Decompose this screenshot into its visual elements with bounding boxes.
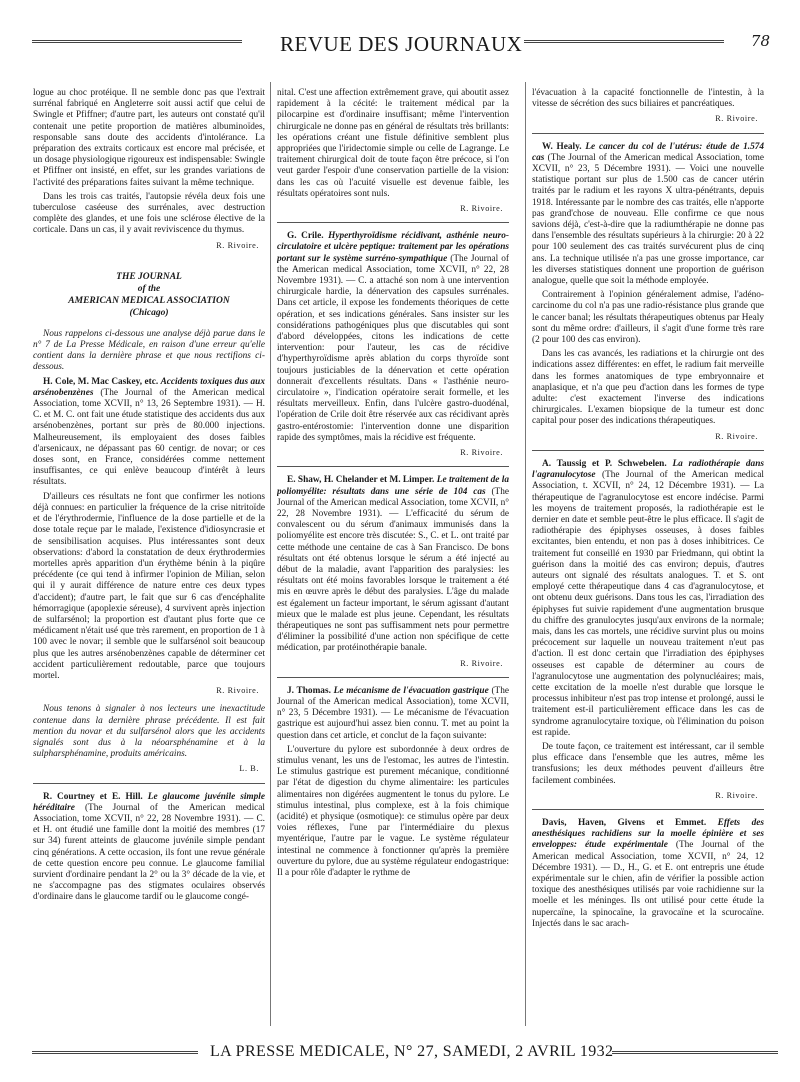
article-separator xyxy=(277,466,509,467)
article-body: (The Journal of the American medical Association, tome XCVII, n° 13, 26 Septembre 1931). — H. C. et M. C. ont fait une étude statistique des accidents dus aux arsénobenzènes, portant sur près de 80.000 injections. Malheureusement, ils employaient des doses faibles d'arsenicaux, ne dépassant pas 60 centigr. de novar; or ces doses sont, en France, considérées comme nettement insuffisantes, ce qui enlève beaucoup d'intérêt à leurs résultats. xyxy=(33,387,265,488)
article-title: Hyperthyroïdisme récidivant, asthénie neuro-circulatoire et ulcère peptique: traitement par les opérations portant sur le système surréno-sympathique xyxy=(277,231,509,264)
article-separator xyxy=(532,809,764,810)
article-cole xyxy=(33,377,265,697)
article-shaw xyxy=(277,475,509,668)
editor-note: Nous rappelons ci-dessous une analyse déjà parue dans le n° 7 de La Presse Médicale, en raison d'une erreur qu'elle contient dans la dernière phrase et que nous rectifions ci-dessous. xyxy=(33,328,265,373)
article-body: (The Journal of the American medical Association, tome XCVII, n° 22, 28 Novembre 1931). — C. a attaché son nom à une intervention chirurgicale hardie, la dénervation des capsules surrénales. Dans cet article, il expose les fondements théoriques de cette opération, et ses indications générales. Sans insister sur les considérations pathogéniques plus que discutables qui sont d'abord développées, citons les indications de cette intervention: pour l'auteur, les cas de récidive d'hyperthyroïdisme après ablation du corps thyroïde sont toujours justiciables de la dénervation et cette opération donnerait d'excellents résultats. Dans « l'asthénie neuro-circulatoire », l'indication opératoire serait formelle, et les résultats merveilleux. Enfin, dans l'ulcère gastro-duodénal, l'opération de Crile doit être réservée aux cas récidivant après gastro-entérostomie: l'intervention donne une disparition rapide des symptômes, mais la récidive est fréquente. xyxy=(277,253,509,443)
journal-heading-line: of the xyxy=(137,283,161,294)
paragraph: L'ouverture du pylore est subordonnée à deux ordres de stimulus venant, les uns de l'estomac, les autres de l'intestin. Le stimulus gastrique est purement mécanique, conditionné par l'état de digestion du chyme alimentaire: les particules alimentaires non digérées augmentent le tonus du pylore. Le stimulus intestinal, plus complexe, est à la fois chimique (acidité) et physique (osmotique): ce stimulus opère par deux voies réflexes, l'une par l'intermédiaire du plexus myentérique, l'autre par le vague. Le système régulateur intestinal ne commence à fonctionner qu'après la première ouverture du pylore, due au système régulateur endogastrique: Il a pour rôle d'adapter le rythme de xyxy=(277,744,509,878)
column-divider-1 xyxy=(270,82,271,1026)
signature: R. Rivoire. xyxy=(715,114,758,124)
page-number: 78 xyxy=(750,32,770,50)
article-title: Le cancer du col de l'utérus: étude de 1.574 cas xyxy=(532,141,764,163)
article-body: (The Journal of the American medical Association, tome XCVII, n° 23, 5 Décembre 1931). — Voici une nouvelle statistique portant sur plus de 1.500 cas de cancer utérin traités par le radium et les rayons X ultra-pénétrants, depuis 1918. Intéressante par le nombre des cas traités, elle n'apporte pas grand'chose de nouveau. Elle confirme ce que nous savions déjà, c'est-à-dire que la radiumthérapie ne donne pas dans l'ensemble des résultats supérieurs à la chirurgie: 20 à 22 pour 100 seulement des cas traités survécurent plus de cinq ans. La technique utilisée n'a pas une grosse importance, car les diverses statistiques donnent une proportion de guérison analogue, quelle que soit la méthode employée. xyxy=(532,152,764,287)
article-body: (The Journal of the American medical Association, tome XCVII, n° 22, 28 Novembre 1931). — C. et H. ont étudié une famille dont la moitié des membres (17 sur 34) furent atteints de glaucome juvénile simple pendant cinq générations. A cette occasion, ils font une revue générale de cette question encore peu connue. Le glaucome familial survient d'ordinaire pendant la 2° ou la 3° décade de la vie, et ne s'accompagne pas des stigmates oculaires observés d'ordinaire dans le glaucome tardif ou le glaucome congé- xyxy=(33,802,265,903)
article-separator xyxy=(277,222,509,223)
article-authors: H. Cole, M. Mac Caskey, etc. xyxy=(43,376,159,387)
article-body: (The Journal of the American medical Association, tome XCVII, n° 24, 12 Décembre 1931). — D., H., G. et E. ont entrepris une étude expérimentale sur le chien, afin de vérifier la possible action toxique des anesthésiques utilisés par voie rachidienne sur la moelle et les méninges. Ils ont utilisé pour cette étude la nupercaïne, la spinocaïne, la gravocaïne et la scurocaïne. Injectés dans le sac arach- xyxy=(532,840,764,929)
article-separator xyxy=(33,783,265,784)
footer-publication-line: LA PRESSE MEDICALE, N° 27, SAMEDI, 2 AVRIL 1932 xyxy=(210,1043,614,1060)
header-rule-left xyxy=(32,40,242,43)
paragraph: logue au choc protéique. Il ne semble donc pas que l'extrait surrénal fabriqué en Angleterre soit aussi actif que celui de Swingle et Pfiffner; d'autre part, les auteurs ont constaté qu'il contenait une petite proportion de matières albuminoïdes, responsable sans doute des accidents d'intolérance. La préparation des extraits corticaux est encore mal précisée, et un dosage physiologique rigoureux est indispensable: Swingle et Pfiffner ont insisté, en effet, sur les grandes variations de l'activité des préparations faites suivant la même technique. xyxy=(33,88,265,188)
signature: L. B. xyxy=(239,764,259,774)
article-authors: E. Shaw, H. Chelander et M. Limper. xyxy=(287,475,435,486)
paragraph: Contrairement à l'opinion généralement admise, l'adéno-carcinome du col n'a pas une radio-résistance plus grande que le cancer banal; les résultats thérapeutiques obtenus par Healy sont du même ordre: d'ailleurs, il s'agit d'une forme très rare (2 pour 100 des cas environ). xyxy=(532,290,764,346)
column-divider-2 xyxy=(525,82,526,1026)
article-title: Accidents toxiques dus aux arsénobenzènes xyxy=(33,376,265,398)
article-authors: Davis, Haven, Givens et Emmet. xyxy=(542,817,707,828)
article-title: Le mécanisme de l'évacuation gastrique xyxy=(333,685,489,696)
article-separator xyxy=(532,133,764,134)
journal-section-title: REVUE DES JOURNAUX xyxy=(280,32,523,56)
signature: R. Rivoire. xyxy=(715,431,758,441)
article-separator xyxy=(277,677,509,678)
paragraph: D'ailleurs ces résultats ne font que confirmer les notions déjà connues: en particulier la fréquence de la crise nitritoïde et de l'érythrodermie, l'influence de la dose partielle et de la dose totale reçue par le malade, l'existence d'idiosyncrasie et de sensibilisation acquises. Plus intéressantes sont deux observations: d'abord la constatation de deux érythrodermies mortelles après apparition d'un érythème bénin à la piqûre précédente (ce qui tend à infirmer l'opinion de Milian, selon qui il y aurait différence de nature entre ces deux types d'accident); d'autre part, le fait que sur 6 cas d'encéphalite hémorragique (apoplexie séreuse), 4 survivent après injection de sulfarsénol; la proportion est d'autant plus forte que ce médicament n'était usé que très rarement, en proportion de 1 à 100 avec le novar; il semble que le sulfarsénol soit beaucoup plus que les autres arsénobenzènes capable de déterminer cet accident particulièrement redoutable, parce que toujours mortel. xyxy=(33,491,265,681)
article-healy xyxy=(532,142,764,442)
signature: R. Rivoire. xyxy=(715,790,758,800)
journal-heading-line: THE JOURNAL xyxy=(116,271,182,282)
page-header xyxy=(32,22,778,62)
article-authors: R. Courtney et E. Hill. xyxy=(43,791,143,802)
article-courtney xyxy=(33,792,265,904)
column-3 xyxy=(532,88,764,1024)
article-taussig xyxy=(532,459,764,801)
paragraph: l'évacuation à la capacité fonctionnelle de l'intestin, à la vitesse de sécrétion des sucs biliaires et pancréatiques. xyxy=(532,88,764,110)
article-title: Le glaucome juvénile simple héréditaire xyxy=(33,791,265,813)
page-footer xyxy=(32,1036,778,1070)
editor-note: Nous tenons à signaler à nos lecteurs une inexactitude contenue dans la dernière phrase précédente. Il est fait mention du novar et du sulfarsénol alors que les accidents signalés sont dus à la néoarsphénamine et à la sulpharsphénamine, produits américains. xyxy=(33,704,265,760)
article-title: Effets des anesthésiques rachidiens sur la moelle épinière et ses enveloppes: étude expérimentale xyxy=(532,817,764,851)
header-rule-right xyxy=(524,40,724,43)
article-crile xyxy=(277,231,509,458)
column-1 xyxy=(33,88,265,1024)
article-body: (The Journal of the American medical Association, tome XCVII, n° 22, 28 Novembre 1931). — L'efficacité du sérum de convalescent ou du sérum d'animaux immunisés dans la poliomyélite est encore très discutée: S., C. et L. ont traité par cette méthode une centaine de cas à San Francisco. De bons résultats ont été obtenus lorsque le sérum a été injecté au début de la maladie, avant l'apparition des paralysies: les résultats ont été moins favorables lorsque le traitement a été mis en œuvre après le début des paralysies. L'âge du malade est également un facteur important, le sérum agissant d'autant mieux que le malade est plus jeune. Cependant, les résultats thérapeutiques ne sont pas suffisamment nets pour permettre d'éliminer la possibilité d'une action non spécifique de cette médication, par protéinothérapie banale. xyxy=(277,486,509,654)
footer-rule-left xyxy=(32,1051,198,1054)
article-separator xyxy=(532,450,764,451)
article-body: (The Journal of the American medical Association), tome XCVII, n° 23, 5 Décembre 1931). — Le mécanisme de l'évacuation gastrique est aujourd'hui assez bien connu. T. met au point la question dans cet article, et conclut de la façon suivante: xyxy=(277,685,509,741)
article-thomas xyxy=(277,686,509,879)
article-authors: W. Healy. xyxy=(542,141,582,152)
article-title: La radiothérapie dans l'agranulocytose xyxy=(532,458,764,481)
signature: R. Rivoire. xyxy=(460,448,503,458)
signature: R. Rivoire. xyxy=(460,658,503,668)
paragraph: Dans les cas avancés, les radiations et la chirurgie ont des indications assez différentes: en effet, le radium fait merveille dans les formes anatomiques de type embryonnaire et anaplasique, et n'a que peu d'action dans les formes de type adulte: c'est exactement l'inverse des indications chirurgicales. L'examen biopsique de la tumeur est donc capital pour poser des indications thérapeutiques. xyxy=(532,349,764,427)
paragraph: Dans les trois cas traités, l'autopsie révéla deux fois une tuberculose caséeuse des surrénales, avec destruction complète des glandes, et une fois une sclérose élective de la corticale. Dans un cas, il y avait reviviscence du thymus. xyxy=(33,191,265,236)
article-authors: J. Thomas. xyxy=(287,685,331,696)
column-2 xyxy=(277,88,509,1024)
paragraph: De toute façon, ce traitement est intéressant, car il semble plus efficace dans l'ensemble que les autres, même les transfusions; les deux méthodes peuvent d'ailleurs être facilement combinées. xyxy=(532,741,764,786)
signature: R. Rivoire. xyxy=(460,204,503,214)
article-title: Le traitement de la poliomyélite: résultats dans une série de 104 cas xyxy=(277,475,509,497)
journal-heading xyxy=(33,271,265,319)
article-authors: A. Taussig et P. Schwebelen. xyxy=(542,458,667,469)
article-body: (The Journal of the American medical Association, t. XCVII, n° 24, 12 Décembre 1931). — La thérapeutique de l'agranulocytose est encore indécise. Parmi les moyens de traitement proposés, la radiothérapie est le dernier en date et semble peut-être le plus efficace. Il s'agit de radiothérapie des épiphyses osseuses, à doses faibles excitantes, bien entendu, et non pas à doses inhibitrices. Ce traitement fut conseillé en 1930 par Friedmann, qui obtint la guérison dans la moitié des cas environ; depuis, d'autres auteurs ont signalé des résultats analogues. T. et S. ont employé cette thérapeutique dans 4 cas d'agranulocytose, et ont obtenu deux guérisons. Dans tous les cas, l'irradiation des épiphyses fut suivie rapidement d'une augmentation brusque du chiffre des granulocytes jusqu'aux environs de la normale; mais, dans les cas mortels, une récidive survint plus ou moins précocement sur laquelle un nouveau traitement n'eut pas d'action. Il est donc certain que l'irradiation des épiphyses osseuses est capable de déterminer au cours de l'agranulocytose une augmentation des polynucléaires; mais, cette excitation de la moelle n'est durable que lorsque le processus inhibiteur n'est pas trop intense et prolongé, aussi le traitement est-il particulièrement efficace dans les cas de syndrome agranulocytaire toxique, où l'élimination du poison est rapide. xyxy=(532,470,764,738)
footer-rule-right xyxy=(612,1051,778,1054)
paragraph: nital. C'est une affection extrêmement grave, qui aboutit assez rapidement à la cécité: le traitement médical par la pilocarpine est d'ordinaire insuffisant; même l'intervention chirurgicale ne donne pas en général de résultats très brillants: les opérations créant une fistule définitive semblent plus appropriées que l'iridectomie simple ou celle de Lagrange. Le traitement chirurgical doit de toute façon être précoce, si l'on veut garder l'espoir d'une conservation partielle de la vision: dans les cas où l'acuité visuelle est devenue faible, les résultats opératoires sont nuls. xyxy=(277,88,509,199)
article-authors: G. Crile. xyxy=(287,231,324,242)
signature: R. Rivoire. xyxy=(216,686,259,696)
signature: R. Rivoire. xyxy=(216,240,259,250)
journal-heading-line: (Chicago) xyxy=(129,307,169,318)
journal-heading-line: AMERICAN MEDICAL ASSOCIATION xyxy=(68,295,230,306)
article-davis xyxy=(532,818,764,930)
